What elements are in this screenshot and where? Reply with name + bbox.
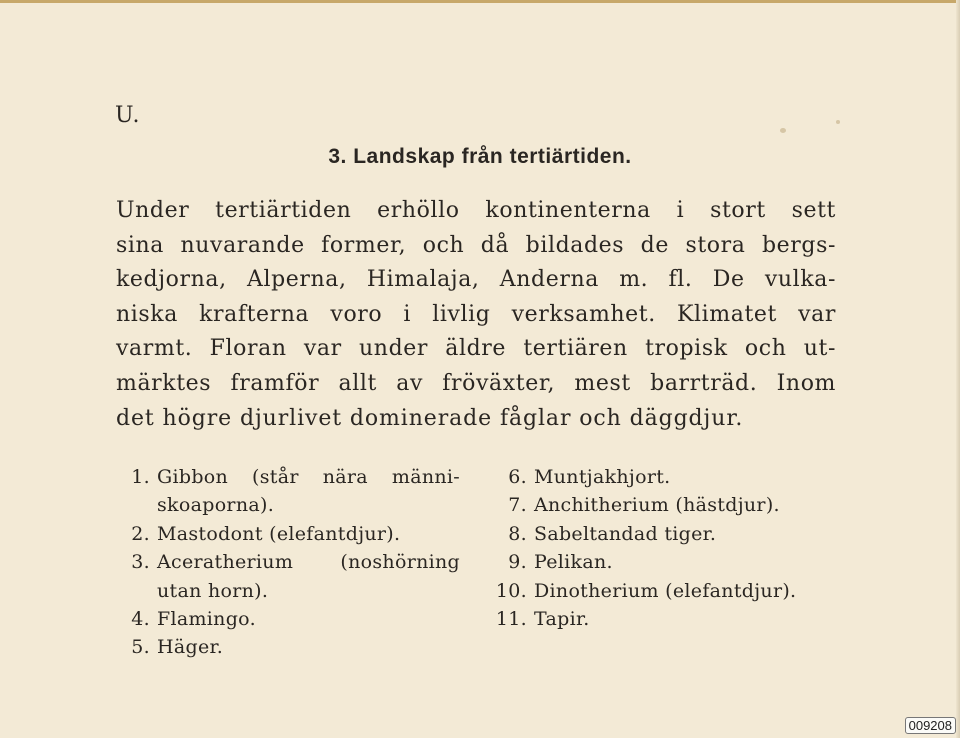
paper-speck [780, 128, 786, 133]
legend-item-line: Anchitherium (hästdjur). [534, 494, 780, 517]
legend-item-number: 1. [131, 466, 150, 488]
legend-item [488, 548, 838, 576]
paper-speck [836, 120, 840, 124]
legend-item-number: 10. [495, 579, 527, 602]
legend-item-number: 8. [508, 522, 527, 545]
page-mark: U. [115, 103, 141, 128]
legend-item-line: skoaporna). [157, 494, 275, 517]
legend-item [120, 633, 460, 661]
legend-item [120, 520, 460, 548]
legend-item-line: Gibbon (står nära männi- [157, 466, 460, 488]
legend-item-line: Dinotherium (elefantdjur). [534, 579, 797, 602]
legend-item-number: 6. [508, 466, 527, 488]
archive-number-stamp: 009208 [905, 717, 956, 734]
legend-item-number: 5. [131, 636, 150, 659]
legend-item-line: Muntjakhjort. [534, 466, 671, 488]
paragraph-line: Under tertiärtiden erhöllo kontinenterna i stort sett [116, 198, 836, 223]
paragraph-line: märktes framför allt av fröväxter, mest barrträd. Inom [116, 370, 836, 396]
page-title: 3. Landskap från tertiärtiden. [328, 145, 632, 168]
legend-item-text [534, 520, 838, 548]
paragraph-line: det högre djurlivet dominerade fåglar och däggdjur. [116, 405, 744, 431]
legend-item-text [157, 520, 460, 548]
right-edge [956, 0, 960, 738]
legend-item-text [534, 577, 838, 605]
legend-item [488, 577, 838, 605]
legend-item-number: 11. [495, 608, 527, 631]
legend-item-line: Tapir. [534, 608, 590, 631]
legend-item [488, 605, 838, 633]
legend-item-line: Aceratherium (noshörning [157, 551, 460, 574]
legend-item [488, 463, 838, 491]
legend-item [120, 548, 460, 605]
legend-item-text [534, 605, 838, 633]
legend-item [488, 520, 838, 548]
top-edge [0, 0, 960, 3]
legend-item-line: Mastodont (elefantdjur). [157, 522, 401, 545]
body-paragraph [116, 194, 836, 436]
legend-item-number: 4. [131, 608, 150, 631]
legend-item-number: 2. [131, 522, 150, 545]
legend-item [488, 491, 838, 519]
paragraph-line: sina nuvarande former, och då bildades de stora bergs- [116, 232, 836, 258]
paragraph-line: kedjorna, Alperna, Himalaja, Anderna m. fl. De vulka- [116, 267, 836, 293]
legend-item [120, 605, 460, 633]
legend-item-text [157, 548, 460, 605]
legend-left-column [120, 463, 460, 662]
legend-item-line: Häger. [157, 636, 224, 659]
paragraph-line: varmt. Floran var under äldre tertiären tropisk och ut- [116, 336, 836, 362]
legend-item-line: utan horn). [157, 579, 269, 602]
legend-item-line: Sabeltandad tiger. [534, 522, 717, 545]
legend-item-number: 7. [508, 494, 527, 517]
legend-item-text [534, 463, 838, 491]
legend-item-number: 3. [131, 551, 150, 574]
paragraph-line: niska krafterna voro i livlig verksamhet. Klimatet var [116, 301, 836, 327]
legend-item-number: 9. [508, 551, 527, 574]
legend-item-text [157, 605, 460, 633]
legend-item [120, 463, 460, 520]
legend-item-text [157, 633, 460, 661]
legend-item-line: Flamingo. [157, 608, 256, 631]
legend-item-line: Pelikan. [534, 551, 613, 574]
legend-item-text [534, 491, 838, 519]
legend-right-column [488, 463, 838, 633]
legend-item-text [157, 463, 460, 520]
legend-item-text [534, 548, 838, 576]
